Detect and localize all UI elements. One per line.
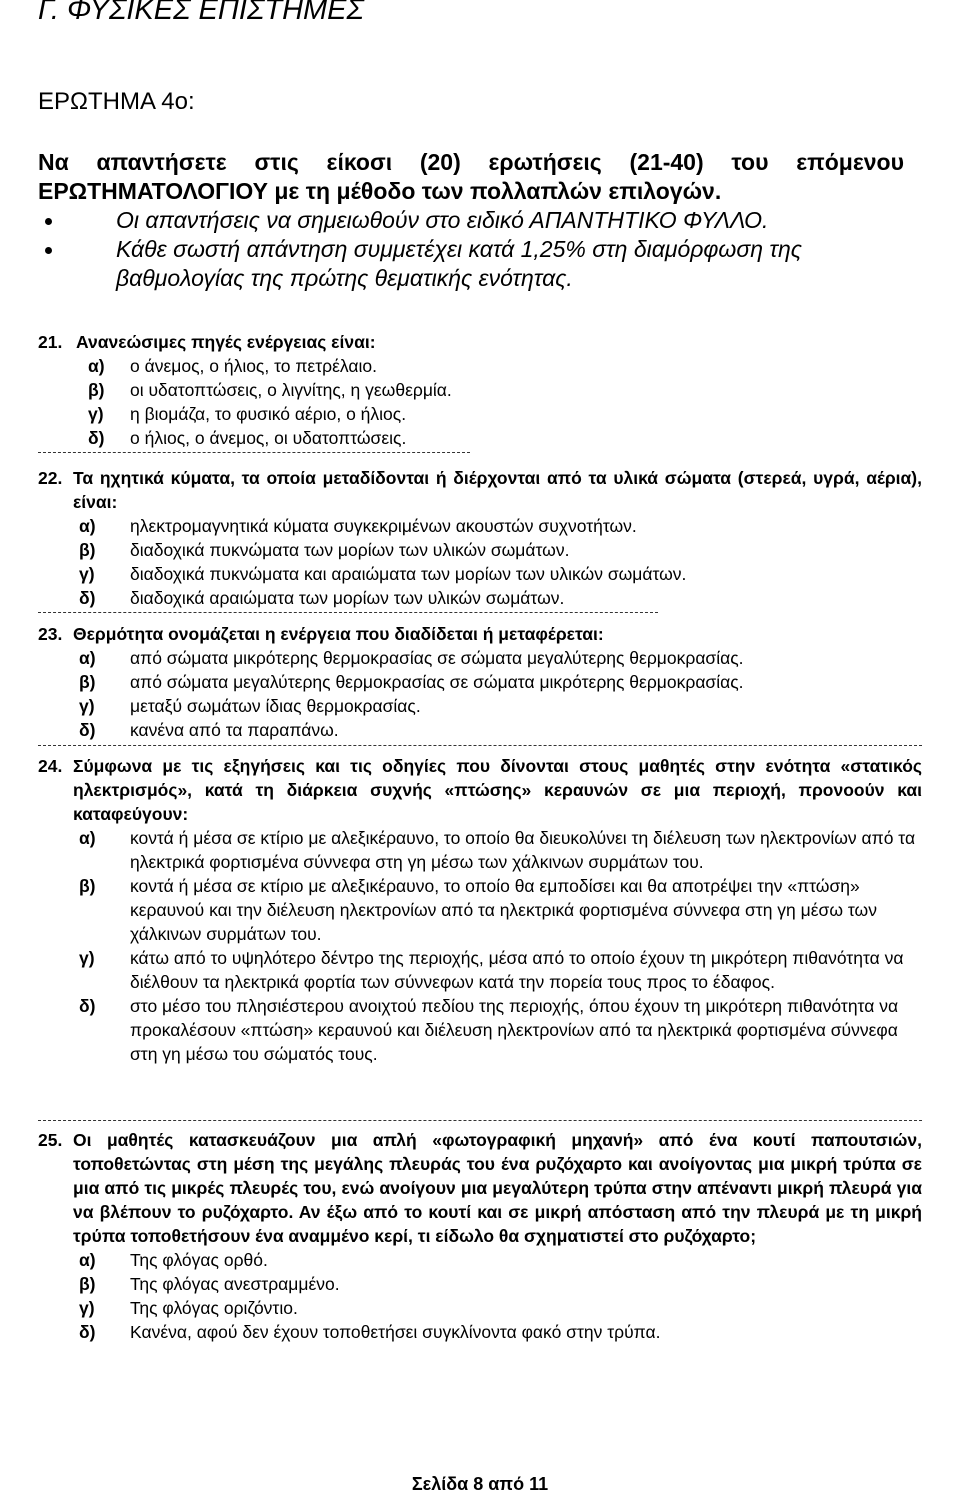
section-title: Γ. ΦΥΣΙΚΕΣ ΕΠΙΣΤΗΜΕΣ <box>38 0 364 26</box>
question-text: Τα ηχητικά κύματα, τα οποία μεταδίδονται ή διέρχονται από τα υλικά σώματα (στερεά, υγρά, αέρια), είναι: <box>73 468 922 512</box>
question-stem <box>38 622 922 646</box>
option-c <box>38 946 922 994</box>
option-text: ο άνεμος, ο ήλιος, το πετρέλαιο. <box>130 356 377 376</box>
question-stem <box>38 466 922 514</box>
question-25 <box>38 1128 922 1344</box>
option-letter: γ) <box>79 696 95 716</box>
instruction-text: Οι απαντήσεις να σημειωθούν στο ειδικό ΑΠΑΝΤΗΤΙΚΟ ΦΥΛΛΟ. <box>116 207 769 233</box>
option-text: η βιομάζα, το φυσικό αέριο, ο ήλιος. <box>130 404 407 424</box>
question-23 <box>38 622 922 742</box>
question-text: Οι μαθητές κατασκευάζουν μια απλή «φωτογραφική μηχανή» από ένα κουτί παπουτσιών, τοποθετώντας στη μέση της μεγάλης πλευράς του ένα ρυζόχαρτο και ανοίγοντας μια μικρή τρύπα σε μια από τις μικρές πλευρές του, ενώ ανοίγουν μια μεγαλύτερη τρύπα στην απέναντι μικρή πλευρά για να βλέπουν το ρυζόχαρτο. Αν έξω από το κουτί και σε μικρή απόσταση από την πλευρά με τη μικρή τρύπα τοποθετήσουν ένα αναμμένο κερί, τι είδωλο θα σχηματιστεί στο ρυζόχαρτο; <box>73 1130 922 1246</box>
option-a <box>38 354 922 378</box>
instruction-text: Κάθε σωστή απάντηση συμμετέχει κατά 1,25% στη διαμόρφωση της βαθμολογίας της πρώτης θεματικής ενότητας. <box>116 236 802 291</box>
question-stem <box>38 754 922 826</box>
option-text: διαδοχικά πυκνώματα των μορίων των υλικών σωμάτων. <box>130 540 570 560</box>
option-letter: α) <box>88 356 105 376</box>
option-d <box>38 586 922 610</box>
option-text: Της φλόγας οριζόντιο. <box>130 1298 298 1318</box>
question-stem <box>38 330 922 354</box>
option-text: ηλεκτρομαγνητικά κύματα συγκεκριμένων ακουστών συχνοτήτων. <box>130 516 637 536</box>
question-text: Ανανεώσιμες πηγές ενέργειας είναι: <box>76 332 376 352</box>
options-list <box>38 826 922 1066</box>
option-b <box>38 1272 922 1296</box>
option-text: κοντά ή μέσα σε κτίριο με αλεξικέραυνο, το οποίο θα διευκολύνει τη διέλευση των ηλεκτρονίων από τα ηλεκτρικά φορτισμένα σύννεφα στη γη μέσω των χάλκινων συρμάτων του. <box>130 828 916 872</box>
intro-text: Να απαντήσετε στις είκοσι (20) ερωτήσεις (21-40) του επόμενου ΕΡΩΤΗΜΑΤΟΛΟΓΙΟΥ με τη μέθοδο των πολλαπλών επιλογών. <box>38 149 904 204</box>
option-letter: α) <box>79 1250 96 1270</box>
option-text: Της φλόγας ανεστραμμένο. <box>130 1274 340 1294</box>
divider <box>38 612 658 613</box>
option-text: από σώματα μεγαλύτερης θερμοκρασίας σε σώματα μικρότερης θερμοκρασίας. <box>130 672 744 692</box>
options-list <box>38 1248 922 1344</box>
option-a <box>38 1248 922 1272</box>
option-letter: β) <box>79 672 96 692</box>
option-text: κάτω από το υψηλότερο δέντρο της περιοχής, μέσα από το οποίο έχουν τη μικρότερη πιθανότητα να διέλθουν τα ηλεκτρικά φορτία των σύννεφων κατά την πορεία τους προς το έδαφος. <box>130 948 904 992</box>
option-text: κοντά ή μέσα σε κτίριο με αλεξικέραυνο, το οποίο θα εμποδίσει και θα αποτρέψει την «πτώση» κεραυνού και την διέλευση ηλεκτρονίων από τα ηλεκτρικά φορτισμένα σύννεφα στη γη μέσω των χάλκινων συρμάτων του. <box>130 876 877 944</box>
option-letter: β) <box>79 876 96 896</box>
option-c <box>38 402 922 426</box>
bullet-icon <box>45 218 52 225</box>
question-21 <box>38 330 922 450</box>
instruction-item <box>38 235 898 293</box>
question-block-title: ΕΡΩΤΗΜΑ 4ο: <box>38 88 195 115</box>
option-b <box>38 378 922 402</box>
option-d <box>38 994 922 1066</box>
question-text: Σύμφωνα με τις εξηγήσεις και τις οδηγίες που δίνονται στους μαθητές στην ενότητα «στατικός ηλεκτρισμός», κατά τη διάρκεια συχνής «πτώσης» κεραυνών σε μια περιοχή, προνοούν και καταφεύγουν: <box>73 756 922 824</box>
option-text: μεταξύ σωμάτων ίδιας θερμοκρασίας. <box>130 696 421 716</box>
option-b <box>38 670 922 694</box>
question-22 <box>38 466 922 610</box>
option-text: Της φλόγας ορθό. <box>130 1250 268 1270</box>
option-b <box>38 874 922 946</box>
question-number: 23. <box>38 624 63 644</box>
question-24 <box>38 754 922 1066</box>
option-letter: δ) <box>79 588 96 608</box>
option-a <box>38 514 922 538</box>
option-letter: δ) <box>88 428 105 448</box>
option-letter: α) <box>79 516 96 536</box>
question-number: 21. <box>38 332 63 352</box>
option-letter: α) <box>79 828 96 848</box>
option-c <box>38 694 922 718</box>
option-text: ο ήλιος, ο άνεμος, οι υδατοπτώσεις. <box>130 428 407 448</box>
option-letter: δ) <box>79 996 96 1016</box>
divider <box>38 452 470 453</box>
option-d <box>38 426 922 450</box>
option-d <box>38 1320 922 1344</box>
option-text: διαδοχικά αραιώματα των μορίων των υλικών σωμάτων. <box>130 588 565 608</box>
option-text: διαδοχικά πυκνώματα και αραιώματα των μορίων των υλικών σωμάτων. <box>130 564 687 584</box>
instructions-list <box>38 206 898 293</box>
question-number: 24. <box>38 756 63 776</box>
option-letter: γ) <box>79 1298 95 1318</box>
question-number: 25. <box>38 1130 63 1150</box>
option-letter: δ) <box>79 720 96 740</box>
option-d <box>38 718 922 742</box>
option-letter: β) <box>88 380 105 400</box>
question-stem <box>38 1128 922 1248</box>
option-c <box>38 1296 922 1320</box>
option-letter: δ) <box>79 1322 96 1342</box>
option-a <box>38 826 922 874</box>
option-a <box>38 646 922 670</box>
option-letter: γ) <box>79 948 95 968</box>
page-footer: Σελίδα 8 από 11 <box>411 1474 549 1494</box>
bullet-icon <box>45 247 52 254</box>
option-text: Κανένα, αφού δεν έχουν τοποθετήσει συγκλίνοντα φακό στην τρύπα. <box>130 1322 661 1342</box>
option-letter: γ) <box>79 564 95 584</box>
instruction-item <box>38 206 898 235</box>
options-list <box>38 354 922 450</box>
option-b <box>38 538 922 562</box>
options-list <box>38 514 922 610</box>
question-number: 22. <box>38 468 63 488</box>
option-text: στο μέσο του πλησιέστερου ανοιχτού πεδίου της περιοχής, όπου έχουν τη μικρότερη πιθανότητα να προκαλέσουν «πτώση» κεραυνού και διέλευση ηλεκτρονίων από τα ηλεκτρικά φορτισμένα σύννεφα στη γη μέσω του σώματός τους. <box>130 996 899 1064</box>
option-text: κανένα από τα παραπάνω. <box>130 720 339 740</box>
option-text: οι υδατοπτώσεις, ο λιγνίτης, η γεωθερμία. <box>130 380 452 400</box>
option-letter: β) <box>79 1274 96 1294</box>
option-letter: β) <box>79 540 96 560</box>
option-c <box>38 562 922 586</box>
options-list <box>38 646 922 742</box>
divider <box>38 1120 922 1121</box>
divider <box>38 745 922 746</box>
option-letter: γ) <box>88 404 104 424</box>
question-text: Θερμότητα ονομάζεται η ενέργεια που διαδίδεται ή μεταφέρεται: <box>73 624 604 644</box>
option-letter: α) <box>79 648 96 668</box>
option-text: από σώματα μικρότερης θερμοκρασίας σε σώματα μεγαλύτερης θερμοκρασίας. <box>130 648 744 668</box>
